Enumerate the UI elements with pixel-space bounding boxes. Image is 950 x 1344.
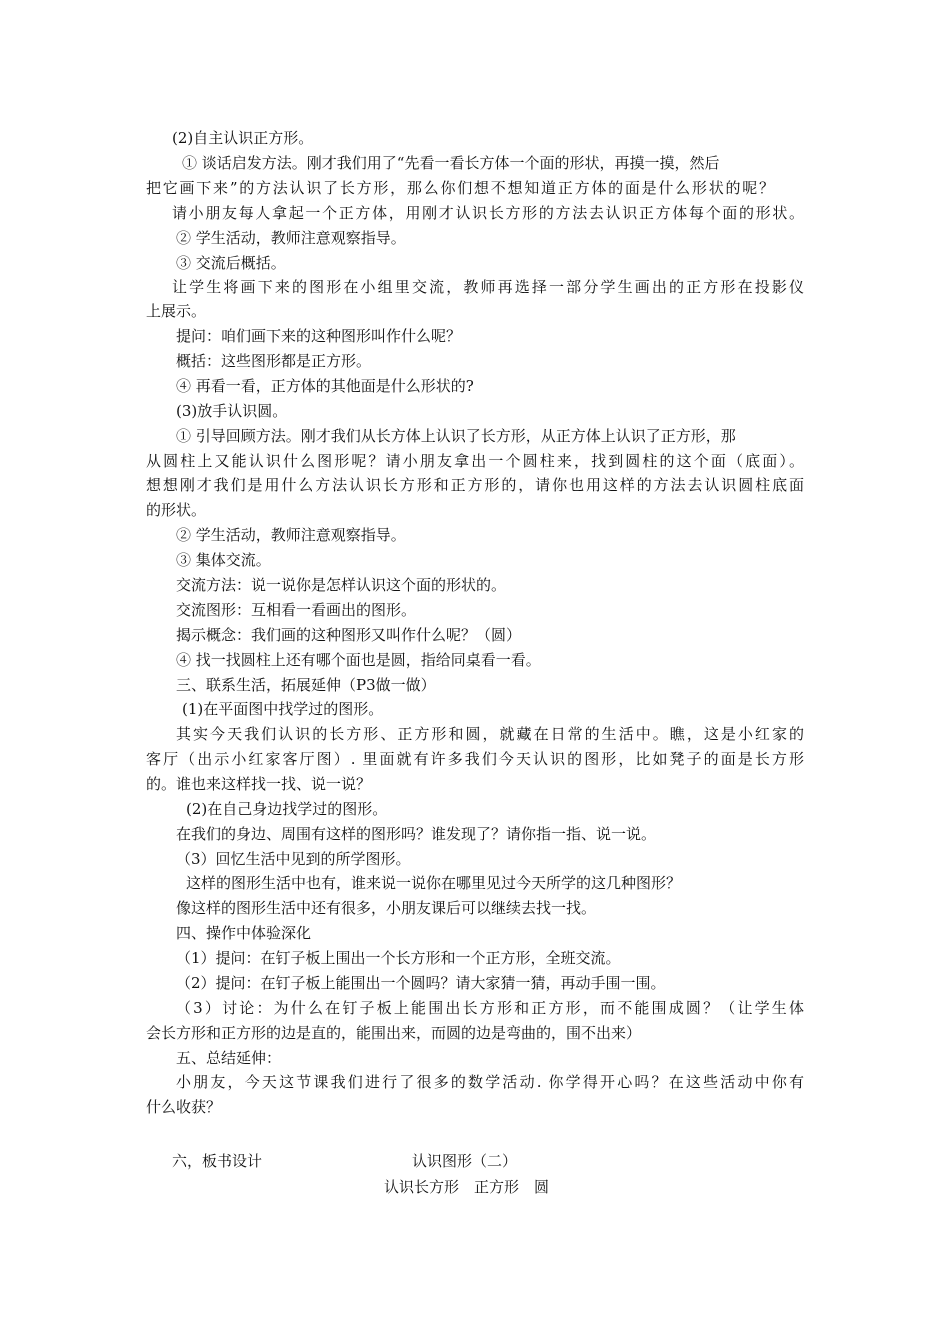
text-line: 会长方形和正方形的边是直的，能围出来，而圆的边是弯曲的，围不出来）	[146, 1024, 642, 1042]
text-line: （3）讨论：为什么在钉子板上能围出长方形和正方形，而不能围成圆？（让学生体	[176, 999, 804, 1017]
text-line: ① 引导回顾方法。刚才我们从长方体上认识了长方形，从正方体上认识了正方形，那	[176, 427, 736, 445]
section-heading: 三、联系生活，拓展延伸（P3做一做）	[176, 676, 436, 694]
text-line: ④ 再看一看，正方体的其他面是什么形状的?	[176, 377, 474, 395]
text-line: 把它画下来”的方法认识了长方形，那么你们想不想知道正方体的面是什么形状的呢？	[146, 179, 774, 197]
text-line: (2)自主认识正方形。	[172, 129, 314, 147]
text-line: 客厅（出示小红家客厅图）. 里面就有许多我们今天认识的图形，比如凳子的面是长方形	[146, 750, 804, 768]
text-line: 请小朋友每人拿起一个正方体，用刚才认识长方形的方法去认识正方体每个面的形状。	[172, 204, 804, 222]
board-design-content: 认识长方形 正方形 圆	[384, 1178, 550, 1196]
text-line: 上展示。	[146, 302, 207, 320]
text-line: ② 学生活动，教师注意观察指导。	[176, 229, 406, 247]
section-heading: 五、总结延伸：	[176, 1049, 282, 1067]
text-line: 在我们的身边、周围有这样的图形吗？谁发现了？请你指一指、说一说。	[176, 825, 657, 843]
section-heading: 四、操作中体验深化	[176, 924, 312, 942]
text-line: 让学生将画下来的图形在小组里交流，教师再选择一部分学生画出的正方形在投影仪	[172, 278, 804, 296]
text-line: 像这样的图形生活中还有很多，小朋友课后可以继续去找一找。	[176, 899, 597, 917]
text-line: (3)放手认识圆。	[176, 402, 288, 420]
text-line: （3）回忆生活中见到的所学图形。	[176, 850, 411, 868]
text-line: 概括：这些图形都是正方形。	[176, 352, 372, 370]
text-line: (1)在平面图中找学过的图形。	[182, 700, 384, 718]
text-line: 交流图形：互相看一看画出的图形。	[176, 601, 417, 619]
text-line: ④ 找一找圆柱上还有哪个面也是圆，指给同桌看一看。	[176, 651, 541, 669]
text-line: (2)在自己身边找学过的图形。	[186, 800, 388, 818]
board-design-title: 认识图形（二）	[412, 1152, 518, 1170]
text-line: ③ 交流后概括。	[176, 254, 286, 272]
text-line: 这样的图形生活中也有，谁来说一说你在哪里见过今天所学的这几种图形？	[186, 874, 682, 892]
board-design-heading: 六，板书设计	[172, 1152, 263, 1170]
text-line: ① 谈话启发方法。刚才我们用了“先看一看长方体一个面的形状，再摸一摸，然后	[182, 154, 720, 172]
text-line: 提问：咱们画下来的这种图形叫作什么呢？	[176, 327, 462, 345]
text-line: 揭示概念：我们画的这种图形又叫作什么呢？（圆）	[176, 626, 522, 644]
text-line: （2）提问：在钉子板上能围出一个圆吗？请大家猜一猜，再动手围一围。	[176, 974, 666, 992]
text-line: 什么收获？	[146, 1098, 222, 1116]
text-line: 交流方法：说一说你是怎样认识这个面的形状的。	[176, 576, 507, 594]
text-line: 想想刚才我们是用什么方法认识长方形和正方形的，请你也用这样的方法去认识圆柱底面	[146, 476, 804, 494]
text-line: （1）提问：在钉子板上围出一个长方形和一个正方形，全班交流。	[176, 949, 621, 967]
text-line: 的。谁也来这样找一找、说一说？	[146, 775, 372, 793]
text-line: 小朋友，今天这节课我们进行了很多的数学活动. 你学得开心吗？在这些活动中你有	[176, 1073, 804, 1091]
text-line: ② 学生活动，教师注意观察指导。	[176, 526, 406, 544]
text-line: 从圆柱上又能认识什么图形呢？请小朋友拿出一个圆柱来，找到圆柱的这个面（底面）。	[146, 452, 804, 470]
text-line: 其实今天我们认识的长方形、正方形和圆，就藏在日常的生活中。瞧，这是小红家的	[176, 725, 804, 743]
text-line: 的形状。	[146, 501, 207, 519]
text-line: ③ 集体交流。	[176, 551, 271, 569]
